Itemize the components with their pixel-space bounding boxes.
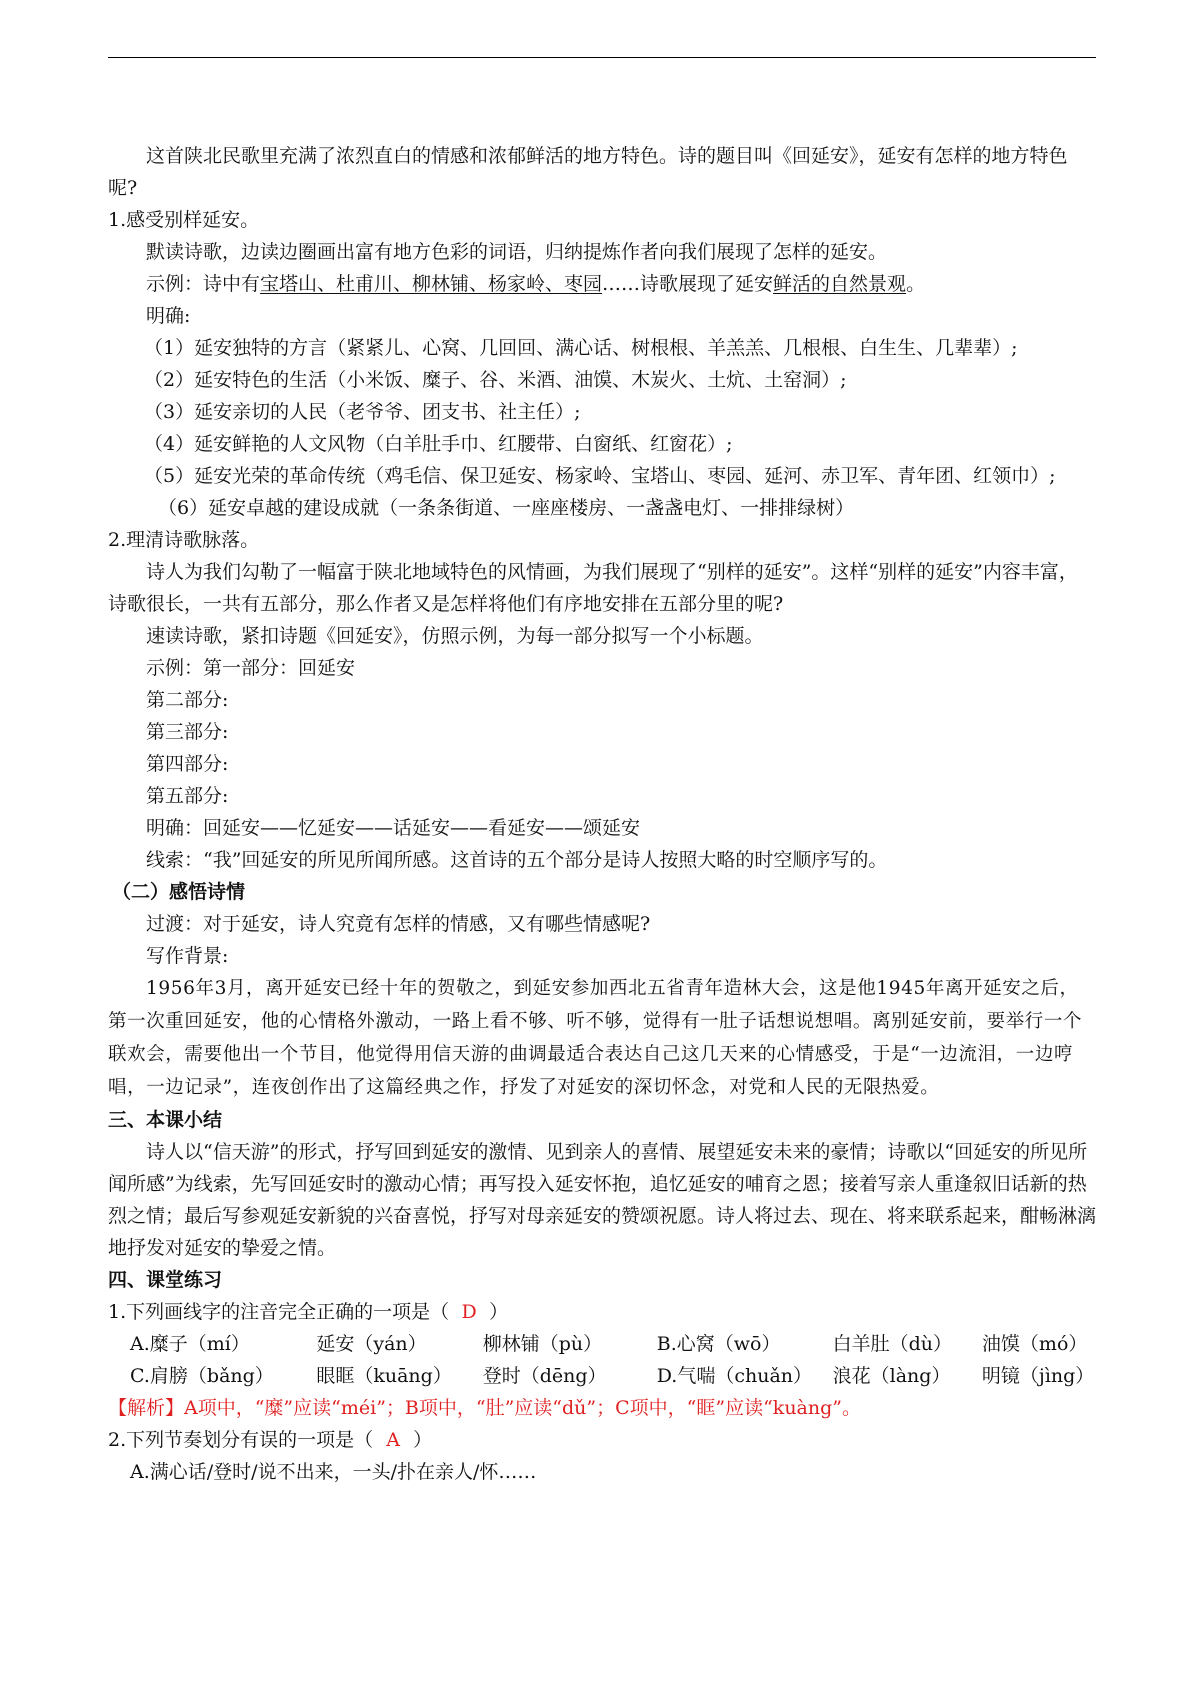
question-1-stem: 1.下列画线字的注音完全正确的一项是（ D ） (108, 1296, 1096, 1328)
section-1-example: 示例：诗中有宝塔山、杜甫川、柳林铺、杨家岭、枣园……诗歌展现了延安鲜活的自然景观。 (146, 273, 926, 295)
section-1-task: 默读诗歌，边读边圈画出富有地方色彩的词语，归纳提炼作者向我们展现了怎样的延安。 (146, 241, 888, 263)
option-item: B.心窝（wō） (656, 1333, 781, 1355)
option-item: 油馍（mó） (981, 1333, 1088, 1355)
section-4-title: 四、课堂练习 (108, 1269, 223, 1291)
section-1-clarify: 明确: (146, 305, 191, 327)
intro-paragraph: 这首陕北民歌里充满了浓烈直白的情感和浓郁鲜活的地方特色。诗的题目叫《回延安》，延安有怎样的地方特色呢? (108, 145, 1068, 199)
question-1-options-row-2 (108, 1360, 1096, 1392)
transition-text: 过渡：对于延安，诗人究竟有怎样的情感，又有哪些情感呢? (146, 913, 651, 935)
option-item: 柳林铺（pù） (482, 1333, 603, 1355)
header-rule (108, 57, 1096, 58)
option-item: D.气喘（chuǎn） (656, 1365, 813, 1387)
question-2-stem: 2.下列节奏划分有误的一项是（ A ） (108, 1424, 1096, 1456)
section-3-title: 三、本课小结 (108, 1109, 223, 1131)
section-2-task: 速读诗歌，紧扣诗题《回延安》，仿照示例，为每一部分拟写一个小标题。 (146, 625, 764, 647)
option-item: 登时（dēng） (482, 1365, 607, 1387)
background-paragraph: 1956年3月，离开延安已经十年的贺敬之，到延安参加西北五省青年造林大会，这是他1945年离开延安之后，第一次重回延安，他的心情格外激动，一路上看不够、听不够，觉得有一肚子话想说想唱。离别延安前，要举行一个联欢会，需要他出一个节目，他觉得用信天游的曲调最适合表达自己这几天来的心情感受，于是“一边流泪，一边哼唱，一边记录”，连夜创作出了这篇经典之作，抒发了对延安的深切怀念，对党和人民的无限热爱。 (108, 978, 1083, 1098)
option-item: 明镜（jìng） (981, 1365, 1095, 1387)
document-body (108, 140, 1096, 1488)
list-item: （5）延安光荣的革命传统（鸡毛信、保卫延安、杨家岭、宝塔山、枣园、延河、赤卫军、青年团、红领巾）; (144, 465, 1056, 487)
section-1-title: 1.感受别样延安。 (108, 209, 260, 231)
part-line: 第四部分: (146, 753, 229, 775)
section-2-example: 示例：第一部分：回延安 (146, 657, 356, 679)
list-item: （1）延安独特的方言（紧紧儿、心窝、几回回、满心话、树根根、羊羔羔、几根根、白生生、几辈辈）; (144, 337, 1018, 359)
option-item: 浪花（làng） (832, 1365, 951, 1387)
list-item: （3）延安亲切的人民（老爷爷、团支书、社主任）; (144, 401, 581, 423)
option-item: C.肩膀（bǎng） (130, 1365, 274, 1387)
part-line: 第二部分: (146, 689, 229, 711)
option-item: A.糜子（mí） (130, 1333, 250, 1355)
list-item: （4）延安鲜艳的人文风物（白羊肚手巾、红腰带、白窗纸、红窗花）; (144, 433, 733, 455)
section-3-paragraph: 诗人以“信天游”的形式，抒写回到延安的激情、见到亲人的喜情、展望延安未来的豪情；诗歌以“回延安的所见所闻所感”为线索，先写回延安时的激动心情；再写投入延安怀抱，追忆延安的哺育之恩；接着写亲人重逢叙旧话新的热烈之情；最后写参观延安新貌的兴奋喜悦，抒写对母亲延安的赞颂祝愿。诗人将过去、现在、将来联系起来，酣畅淋漓地抒发对延安的挚爱之情。 (108, 1141, 1097, 1259)
part-line: 第五部分: (146, 785, 229, 807)
section-2-paragraph: 诗人为我们勾勒了一幅富于陕北地域特色的风情画，为我们展现了“别样的延安”。这样“别样的延安”内容丰富，诗歌很长，一共有五部分，那么作者又是怎样将他们有序地安排在五部分里的呢? (108, 561, 1078, 615)
section-2-clue: 线索：“我”回延安的所见所闻所感。这首诗的五个部分是诗人按照大略的时空顺序写的。 (146, 849, 888, 871)
section-2-clarify: 明确：回延安——忆延安——话延安——看延安——颂延安 (146, 817, 641, 839)
question-2-answer: A (386, 1429, 400, 1451)
section-emotion-title: （二）感悟诗情 (112, 881, 246, 903)
list-item: （6）延安卓越的建设成就（一条条街道、一座座楼房、一盏盏电灯、一排排绿树） (158, 497, 855, 519)
section-2-title: 2.理清诗歌脉落。 (108, 529, 260, 551)
background-label: 写作背景: (146, 945, 229, 967)
option-item: 眼眶（kuāng） (316, 1365, 452, 1387)
question-2-option-a: A.满心话/登时/说不出来，一头/扑在亲人/怀…… (130, 1461, 537, 1483)
option-item: 白羊肚（dù） (832, 1333, 953, 1355)
option-item: 延安（yán） (316, 1333, 427, 1355)
list-item: （2）延安特色的生活（小米饭、糜子、谷、米酒、油馍、木炭火、土炕、土窑洞）; (144, 369, 847, 391)
part-line: 第三部分: (146, 721, 229, 743)
question-1-options-row-1 (108, 1328, 1096, 1360)
question-1-answer: D (461, 1301, 477, 1323)
question-1-analysis: 【解析】A项中，“糜”应读“méi”；B项中，“肚”应读“dǔ”；C项中，“眶”应读“kuàng”。 (108, 1397, 861, 1419)
